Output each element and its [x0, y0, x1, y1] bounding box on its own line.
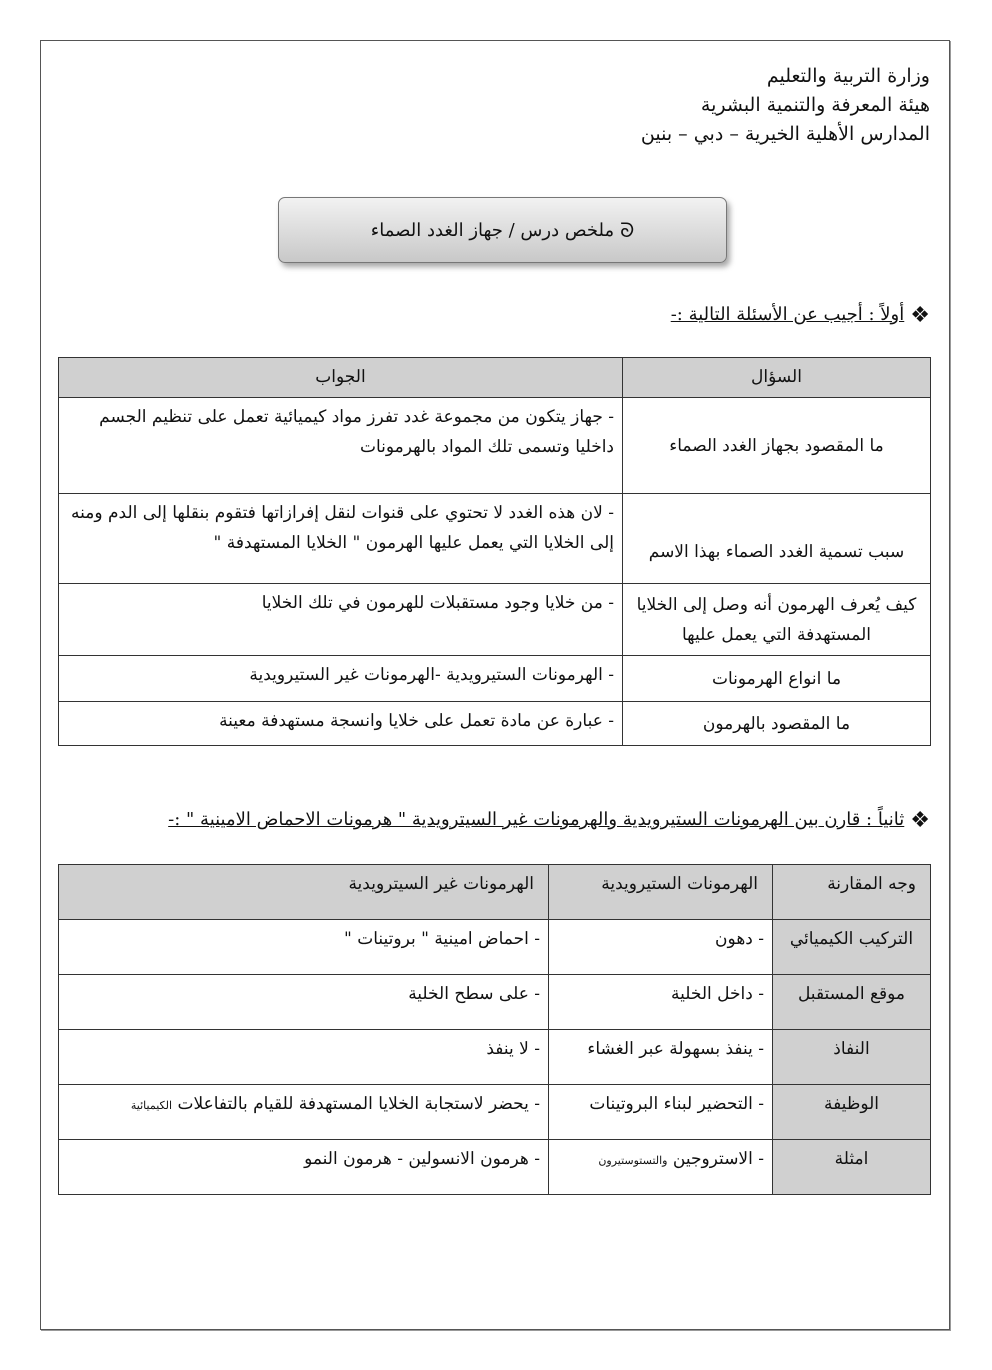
answer-cell: - الهرمونات الستيرويدية -الهرمونات غير الستيرويدية	[59, 656, 623, 702]
header-authority: هيئة المعرفة والتنمية البشرية	[700, 94, 930, 116]
column-header-aspect: وجه المقارنة	[773, 865, 931, 920]
lesson-title: ملخص درس / جهاز الغدد الصماء	[370, 219, 615, 241]
questions-table	[58, 357, 931, 746]
non-steroid-function-suffix: الكيميائية	[130, 1099, 173, 1112]
table-row	[59, 398, 931, 494]
table-row	[59, 584, 931, 656]
section1-heading	[671, 303, 930, 328]
steroid-cell: - دهون	[549, 920, 773, 975]
aspect-cell: موقع المستقبل	[773, 975, 931, 1030]
column-header-steroid: الهرمونات الستيرويدية	[549, 865, 773, 920]
question-cell: سبب تسمية الغدد الصماء بهذا الاسم	[623, 494, 931, 584]
table-header-row	[59, 865, 931, 920]
diamond-bullet-icon: ❖	[910, 303, 930, 328]
non-steroid-function-text: - يحضر لاستجابة الخلايا المستهدفة للقيام بالتفاعلات	[177, 1094, 540, 1114]
non-steroid-cell: - لا ينفذ	[59, 1030, 549, 1085]
header-ministry: وزارة التربية والتعليم	[766, 65, 930, 87]
steroid-example-text: - الاستروجين	[672, 1149, 764, 1169]
section2-heading	[168, 808, 930, 833]
question-cell: كيف يُعرف الهرمون أنه وصل إلى الخلايا المستهدفة التي يعمل عليها	[623, 584, 931, 656]
aspect-cell: النفاذ	[773, 1030, 931, 1085]
section2-heading-text: ثانياً : قارن بين الهرمونات الستيرويدية والهرمونات غير السيترويدية " هرمونات الاحماض الامينية " :-	[168, 809, 905, 830]
question-cell: ما المقصود بالهرمون	[623, 702, 931, 746]
ministry-header	[641, 62, 930, 149]
column-header-question: السؤال	[623, 358, 931, 398]
title-ornament-icon: ᘐ	[620, 218, 635, 242]
table-row	[59, 975, 931, 1030]
non-steroid-cell: - هرمون الانسولين - هرمون النمو	[59, 1140, 549, 1195]
non-steroid-cell	[59, 1085, 549, 1140]
column-header-answer: الجواب	[59, 358, 623, 398]
aspect-cell: التركيب الكيميائي	[773, 920, 931, 975]
answer-cell: - جهاز يتكون من مجموعة غدد تفرز مواد كيميائية تعمل على تنظيم الجسم داخليا وتسمى تلك المواد بالهرمونات	[59, 398, 623, 494]
table-row	[59, 656, 931, 702]
table-row	[59, 1085, 931, 1140]
question-cell: ما المقصود بجهاز الغدد الصماء	[623, 398, 931, 494]
aspect-cell: الوظيفة	[773, 1085, 931, 1140]
steroid-cell	[549, 1140, 773, 1195]
answer-cell: - عبارة عن مادة تعمل على خلايا وانسجة مستهدفة معينة	[59, 702, 623, 746]
table-row	[59, 702, 931, 746]
table-row	[59, 1030, 931, 1085]
steroid-cell: - ينفذ بسهولة عبر الغشاء	[549, 1030, 773, 1085]
answer-cell: - لان هذه الغدد لا تحتوي على قنوات لنقل إفرازاتها فتقوم بنقلها إلى الدم ومنه إلى الخلايا التي يعمل عليها الهرمون " الخلايا المستهدفة "	[59, 494, 623, 584]
aspect-cell: امثلة	[773, 1140, 931, 1195]
table-row	[59, 920, 931, 975]
table-row	[59, 1140, 931, 1195]
non-steroid-cell: - على سطح الخلية	[59, 975, 549, 1030]
lesson-title-box	[278, 197, 727, 263]
section1-heading-text: أولاً : أجيب عن الأسئلة التالية :-	[670, 304, 905, 325]
answer-cell: - من خلايا وجود مستقبلات للهرمون في تلك الخلايا	[59, 584, 623, 656]
question-cell: ما انواع الهرمونات	[623, 656, 931, 702]
column-header-non-steroid: الهرمونات غير السيترويدية	[59, 865, 549, 920]
diamond-bullet-icon: ❖	[910, 808, 930, 833]
table-header-row	[59, 358, 931, 398]
header-school: المدارس الأهلية الخيرية – دبي – بنين	[640, 123, 930, 145]
steroid-cell: - داخل الخلية	[549, 975, 773, 1030]
comparison-table	[58, 864, 931, 1195]
table-row	[59, 494, 931, 584]
non-steroid-cell: - احماض امينية " بروتينات "	[59, 920, 549, 975]
steroid-example-suffix: والتستوستيرون	[598, 1154, 668, 1167]
steroid-cell: - التحضير لبناء البروتينات	[549, 1085, 773, 1140]
